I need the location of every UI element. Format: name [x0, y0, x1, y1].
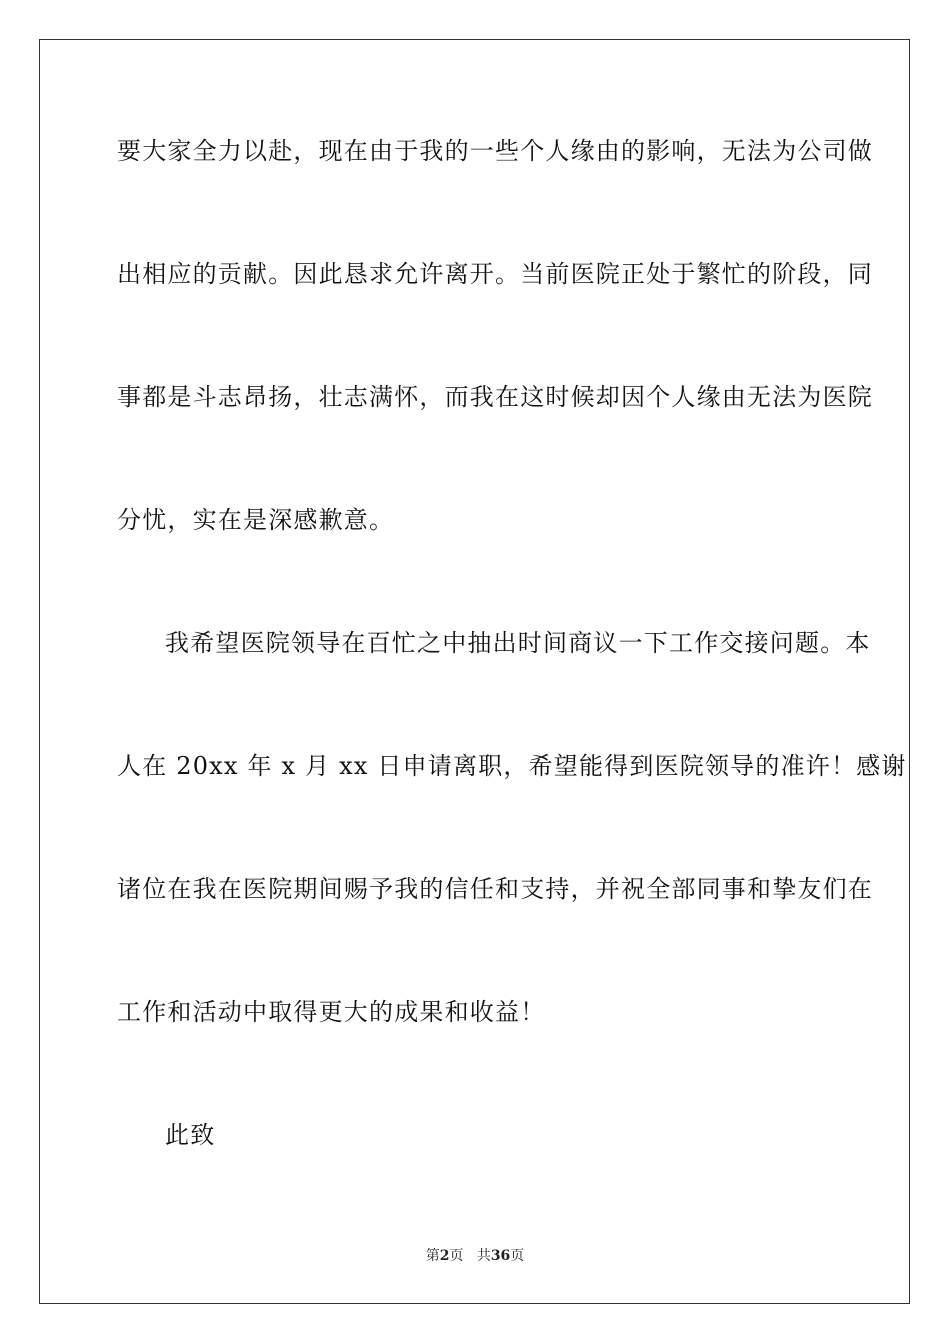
footer-total-suffix: 页	[510, 1248, 525, 1264]
body-line-8: 工作和活动中取得更大的成果和收益！	[117, 998, 546, 1026]
footer-page-number: 2	[439, 1248, 450, 1264]
closing-salutation: 此致	[165, 1121, 216, 1149]
body-line-4: 分忧，实在是深感歉意。	[117, 506, 395, 534]
footer-page-suffix: 页	[449, 1248, 464, 1264]
body-line-6: 人在 20xx 年 x 月 xx 日申请离职，希望能得到医院领导的准许！感谢	[117, 752, 907, 780]
footer-page-prefix: 第	[425, 1248, 440, 1264]
body-line-2: 出相应的贡献。因此恳求允许离开。当前医院正处于繁忙的阶段，同	[117, 260, 873, 288]
footer-total-pages: 36	[490, 1248, 511, 1264]
body-line-3: 事都是斗志昂扬，壮志满怀，而我在这时候却因个人缘由无法为医院	[117, 383, 873, 411]
page-border	[39, 39, 910, 1304]
body-line-1: 要大家全力以赴，现在由于我的一些个人缘由的影响，无法为公司做	[117, 137, 873, 165]
page-footer	[0, 1247, 950, 1265]
footer-total-prefix: 共	[476, 1248, 491, 1264]
body-line-7: 诸位在我在医院期间赐予我的信任和支持，并祝全部同事和挚友们在	[117, 875, 873, 903]
body-line-5: 我希望医院领导在百忙之中抽出时间商议一下工作交接问题。本	[165, 629, 871, 657]
